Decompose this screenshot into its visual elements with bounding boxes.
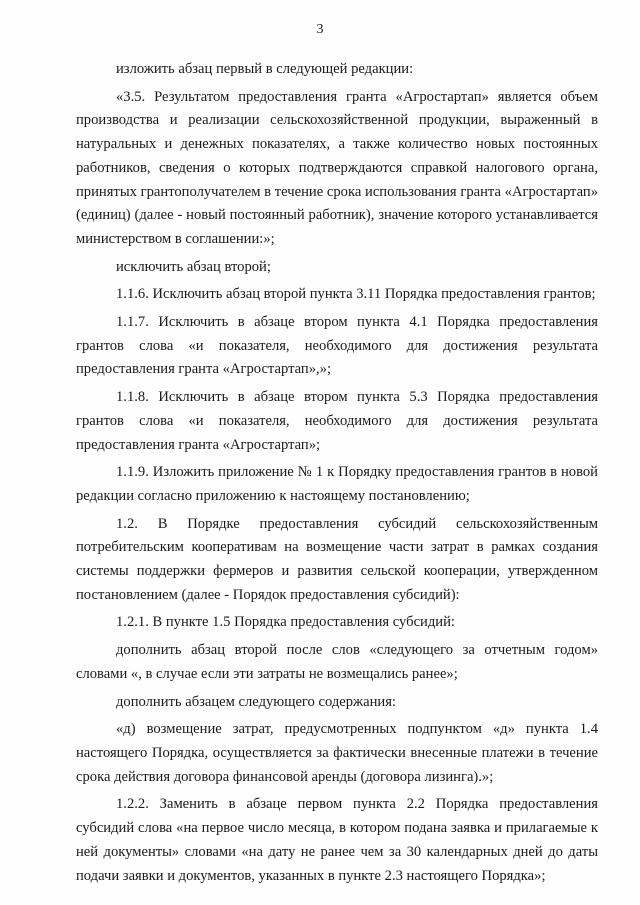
paragraph-1-2: 1.2. В Порядке предоставления субсидий сельскохозяйственным потребительским кооперативам на возмещение части затрат в рамках создания системы поддержки фермеров и развития сельской кооперации, утвержденном постановлением (далее - Порядок предоставления субсидий): bbox=[76, 515, 598, 603]
paragraph-1-1-9: 1.1.9. Изложить приложение № 1 к Порядку предоставления грантов в новой редакции согласно приложению к настоящему постановлению; bbox=[76, 464, 598, 504]
paragraph-1-1-6: 1.1.6. Исключить абзац второй пункта 3.11 Порядка предоставления грантов; bbox=[116, 286, 596, 303]
document-body bbox=[76, 58, 598, 892]
paragraph-d-reimbursement: «д) возмещение затрат, предусмотренных подпунктом «д» пункта 1.4 настоящего Порядка, осуществляется за фактически внесенные платежи в течение срока действия договора финансовой аренды (договора лизинга).»; bbox=[76, 721, 598, 785]
paragraph-intro: изложить абзац первый в следующей редакции: bbox=[116, 61, 414, 77]
paragraph-3-5-text: «3.5. Результатом предоставления гранта «Агростартап» является объем производства и реализации сельскохозяйственной продукции, выраженный в натуральных и денежных показателях, а также количество новых постоянных работников, сведения о которых подтверждаются справкой налогового органа, принятых грантополучателем в течение срока использования гранта «Агростартап» (единиц) (далее - новый постоянный работник), значение которого устанавливается министерством в соглашении:»; bbox=[76, 88, 598, 247]
paragraph-1-1-7: 1.1.7. Исключить в абзаце втором пункта 4.1 Порядка предоставления грантов слова «и показателя, необходимого для достижения результата предоставления гранта «Агростартап»,»; bbox=[76, 314, 598, 378]
paragraph-1-2-1: 1.2.1. В пункте 1.5 Порядка предоставления субсидий: bbox=[116, 614, 455, 631]
paragraph-exclude-second: исключить абзац второй; bbox=[116, 258, 271, 275]
paragraph-add-content: дополнить абзацем следующего содержания: bbox=[116, 693, 396, 710]
paragraph-add-second: дополнить абзац второй после слов «следующего за отчетным годом» словами «, в случае если эти затраты не возмещались ранее»; bbox=[76, 642, 598, 682]
page-number: 3 bbox=[316, 22, 324, 37]
paragraph-1-1-8: 1.1.8. Исключить в абзаце втором пункта 5.3 Порядка предоставления грантов слова «и показателя, необходимого для достижения результата предоставления гранта «Агростартап»; bbox=[76, 389, 598, 453]
paragraph-1-2-2: 1.2.2. Заменить в абзаце первом пункта 2.2 Порядка предоставления субсидий слова «на первое число месяца, в котором подана заявка и прилагаемые к ней документы» словами «на дату не ранее чем за 30 календарных дней до даты подачи заявки и документов, указанных в пункте 2.3 настоящего Порядка»; bbox=[76, 796, 598, 884]
